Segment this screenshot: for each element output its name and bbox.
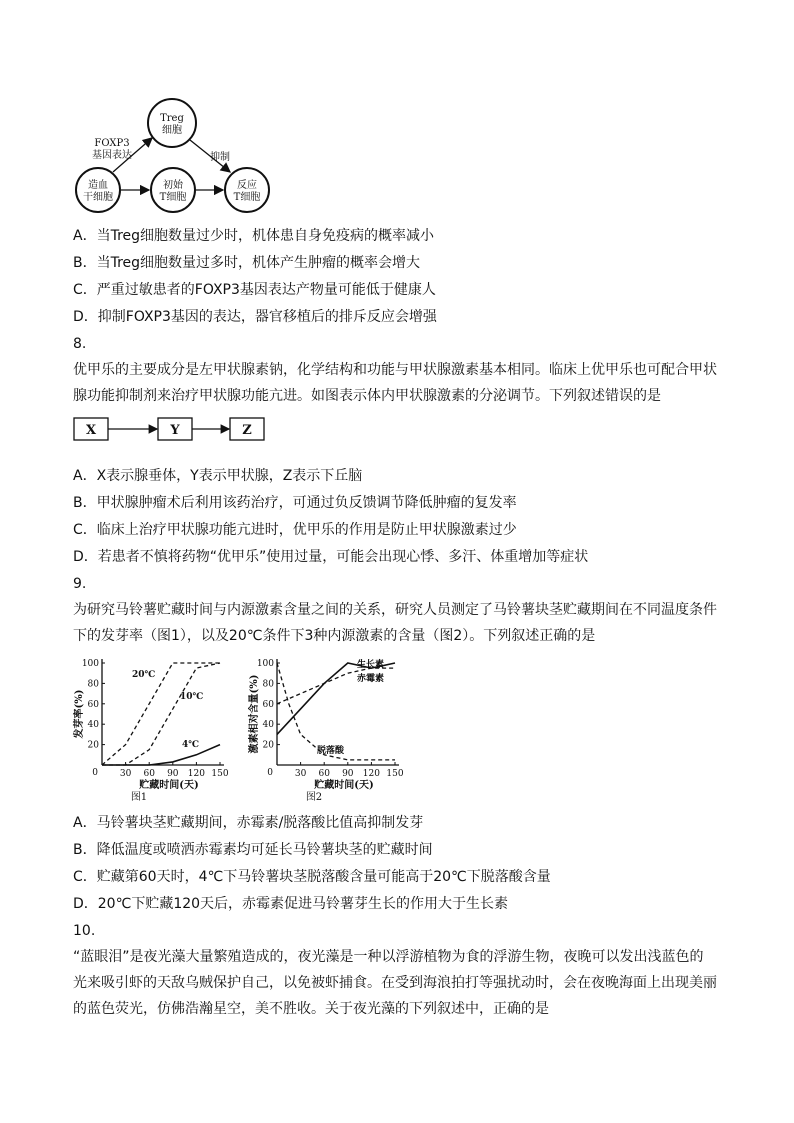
x-axis-label: 贮藏时间(天) (139, 780, 199, 791)
effector-t-label-2: T细胞 (233, 192, 261, 203)
hormone-content-chart (247, 653, 412, 805)
q8-option-a: A．X表示腺垂体，Y表示甲状腺，Z表示下丘脑 (73, 468, 363, 484)
q7-option-a: A．当Treg细胞数量过少时，机体患自身免疫病的概率减小 (73, 228, 435, 244)
box-z-label: Z (242, 423, 252, 438)
q9-option-b: B．降低温度或喷洒赤霉素均可延长马铃薯块茎的贮藏时间 (73, 842, 433, 858)
q10-number: 10. (73, 923, 96, 939)
box-x-label: X (85, 423, 97, 438)
q9-number: 9. (73, 576, 87, 592)
q7-option-c: C．严重过敏患者的FOXP3基因表达产物量可能低于健康人 (73, 282, 436, 298)
series-label-1: 10℃ (180, 692, 204, 702)
series-label-2: 4℃ (182, 740, 200, 750)
q8-number: 8. (73, 336, 87, 352)
q7-option-b: B．当Treg细胞数量过多时，机体产生肿瘤的概率会增大 (73, 255, 421, 271)
y-tick-label: 100 (81, 659, 99, 669)
q10-stem-line-3: 的蓝色荧光，仿佛浩瀚星空，美不胜收。关于夜光藻的下列叙述中，正确的是 (73, 1001, 549, 1017)
q8-option-c: C．临床上治疗甲状腺功能亢进时，优甲乐的作用是防止甲状腺激素过少 (73, 522, 517, 538)
y-tick-label: 60 (87, 699, 99, 710)
foxp3-label-2: 基因表达 (92, 150, 132, 161)
q10-stem-line-2: 光来吸引虾的天敌乌贼保护自己，以免被虾捕食。在受到海浪拍打等强扰动时，会在夜晚海面上出现美丽 (73, 975, 717, 991)
x-tick-label: 60 (318, 769, 330, 779)
x-tick-label: 150 (386, 769, 404, 779)
y-tick-label: 20 (262, 740, 274, 751)
q9-option-c: C．贮藏第60天时，4℃下马铃薯块茎脱落酸含量可能高于20℃下脱落酸含量 (73, 869, 551, 885)
q8-stem-line-1: 优甲乐的主要成分是左甲状腺素钠，化学结构和功能与甲状腺激素基本相同。临床上优甲乐也可配合甲状 (73, 362, 717, 378)
x-tick-label: 90 (167, 769, 179, 779)
q9-option-d: D．20℃下贮藏120天后，赤霉素促进马铃薯芽生长的作用大于生长素 (73, 896, 509, 912)
y-tick-label: 0 (92, 768, 98, 778)
series-label-0: 生长素 (357, 660, 385, 670)
inhibit-label: 抑制 (210, 152, 230, 163)
q8-stem-line-2: 腺功能抑制剂来治疗甲状腺功能亢进。如图表示体内甲状腺激素的分泌调节。下列叙述错误的是 (73, 388, 661, 404)
q8-option-d: D．若患者不慎将药物“优甲乐”使用过量，可能会出现心悸、多汗、体重增加等症状 (73, 549, 589, 565)
q9-stem-line-1: 为研究马铃薯贮藏时间与内源激素含量之间的关系，研究人员测定了马铃薯块茎贮藏期间在不同温度条件 (73, 602, 717, 618)
series-line-2 (102, 745, 220, 765)
y-tick-label: 40 (87, 720, 99, 731)
hsc-label-1: 造血 (88, 180, 108, 191)
hsc-label-2: 干细胞 (83, 192, 113, 203)
series-label-1: 赤霉素 (357, 674, 385, 684)
y-tick-label: 80 (87, 679, 99, 690)
series-label-0: 20℃ (132, 670, 156, 680)
q8-diagram (72, 414, 272, 446)
foxp3-label-1: FOXP3 (94, 138, 130, 149)
x-axis-label: 贮藏时间(天) (314, 780, 374, 791)
y-axis-label: 发芽率(%) (74, 689, 85, 739)
q7-option-d: D．抑制FOXP3基因的表达，器官移植后的排斥反应会增强 (73, 309, 437, 325)
x-tick-label: 120 (187, 769, 205, 779)
x-tick-label: 150 (211, 769, 229, 779)
chart-title: 图1 (130, 792, 148, 803)
q9-option-a: A．马铃薯块茎贮藏期间，赤霉素/脱落酸比值高抑制发芽 (73, 815, 424, 831)
treg-label-2: 细胞 (162, 125, 182, 136)
x-tick-label: 30 (294, 769, 307, 779)
q7-diagram (70, 92, 280, 217)
series-line-0 (102, 663, 220, 765)
y-axis-label: 激素相对含量(%) (249, 674, 260, 754)
effector-t-label-1: 反应 (237, 180, 257, 191)
germination-rate-chart (72, 653, 237, 805)
q9-stem-line-2: 下的发芽率（图1），以及20℃条件下3种内源激素的含量（图2）。下列叙述正确的是 (73, 628, 596, 644)
x-tick-label: 60 (143, 769, 155, 779)
y-tick-label: 40 (262, 720, 274, 731)
x-tick-label: 30 (119, 769, 132, 779)
y-tick-label: 100 (256, 659, 274, 669)
y-tick-label: 60 (262, 699, 274, 710)
box-y-label: Y (170, 423, 180, 438)
y-tick-label: 20 (87, 740, 99, 751)
naive-t-label-2: T细胞 (159, 192, 187, 203)
q10-stem-line-1: “蓝眼泪”是夜光藻大量繁殖造成的，夜光藻是一种以浮游植物为食的浮游生物，夜晚可以发出浅蓝色的 (73, 949, 704, 965)
q8-option-b: B．甲状腺肿瘤术后利用该药治疗，可通过负反馈调节降低肿瘤的复发率 (73, 495, 517, 511)
naive-t-label-1: 初始 (163, 180, 183, 191)
x-tick-label: 120 (362, 769, 380, 779)
series-label-2: 脱落酸 (317, 746, 345, 756)
chart-title: 图2 (305, 792, 323, 803)
treg-label-1: Treg (160, 113, 184, 124)
y-tick-label: 0 (267, 768, 273, 778)
x-tick-label: 90 (342, 769, 354, 779)
y-tick-label: 80 (262, 679, 274, 690)
